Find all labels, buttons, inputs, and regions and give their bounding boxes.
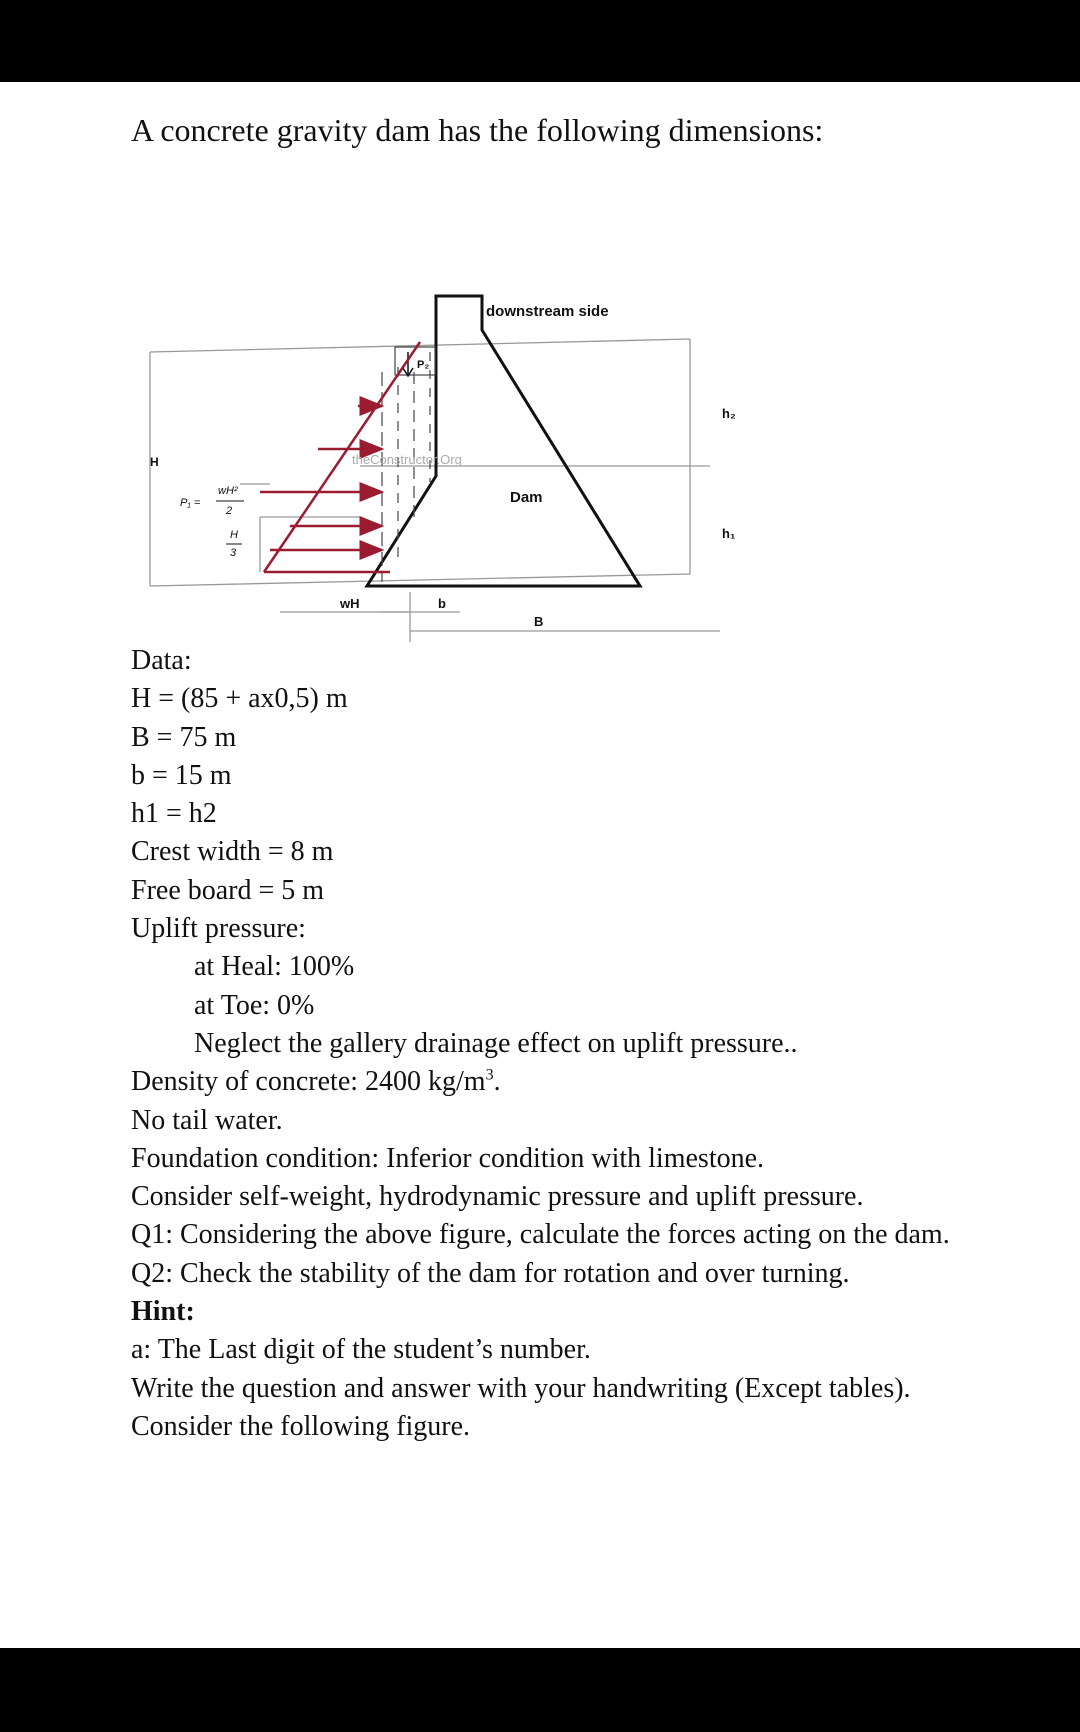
- document-page: [0, 82, 1080, 1648]
- data-crest: Crest width = 8 m: [131, 836, 334, 868]
- dam-label: Dam: [510, 489, 543, 506]
- hint-a: a: The Last digit of the student’s number.: [131, 1334, 591, 1366]
- data-tail: No tail water.: [131, 1104, 283, 1136]
- data-toe: at Toe: 0%: [194, 989, 315, 1021]
- hint-write: Write the question and answer with your handwriting (Except tables).: [131, 1372, 911, 1404]
- svg-text:wH²: wH²: [218, 485, 238, 497]
- data-freeboard: Free board = 5 m: [131, 874, 325, 906]
- data-h: H = (85 + ax0,5) m: [131, 683, 348, 715]
- svg-text:P₁ =: P₁ =: [180, 497, 201, 509]
- downstream-label: downstream side: [486, 303, 609, 320]
- data-h1-h2: h1 = h2: [131, 798, 217, 830]
- question-2: Q2: Check the stability of the dam for rotation and over turning.: [131, 1257, 850, 1289]
- data-neglect: Neglect the gallery drainage effect on uplift pressure..: [194, 1027, 798, 1059]
- data-heading: Data:: [131, 645, 192, 676]
- svg-text:2: 2: [226, 505, 233, 517]
- svg-text:H: H: [230, 529, 238, 541]
- dam-outline: [367, 296, 640, 586]
- pressure-arrows: [260, 406, 382, 550]
- dam-figure: [120, 192, 760, 629]
- svg-text:3: 3: [230, 547, 237, 559]
- data-foundation: Foundation condition: Inferior condition with limestone.: [131, 1142, 765, 1174]
- b-big-label: B: [534, 614, 544, 629]
- data-uplift: Uplift pressure:: [131, 913, 306, 945]
- b-small-label: b: [438, 596, 446, 611]
- data-heal: at Heal: 100%: [194, 951, 355, 983]
- data-b-small: b = 15 m: [131, 759, 232, 791]
- watermark: theConstructor.Org: [352, 452, 462, 467]
- p2-label: P₂: [417, 359, 430, 371]
- h1-label: h₁: [722, 526, 736, 541]
- data-b-big: B = 75 m: [131, 721, 237, 753]
- problem-body: [131, 642, 961, 1446]
- hint-heading: Hint:: [131, 1296, 195, 1328]
- data-density: Density of concrete: 2400 $kg/m^3$.: [131, 1066, 501, 1098]
- h-label: H: [150, 455, 159, 469]
- problem-title: A concrete gravity dam has the following dimensions:: [131, 112, 824, 148]
- figure-note: Consider the following figure.: [131, 1410, 471, 1442]
- dam-diagram: [120, 192, 760, 629]
- h2-label: h₂: [722, 406, 736, 421]
- p1-formula: [180, 485, 244, 559]
- data-consider: Consider self-weight, hydrodynamic pressure and uplift pressure.: [131, 1181, 864, 1213]
- wh-label: wH: [340, 596, 360, 611]
- question-1: Q1: Considering the above figure, calculate the forces acting on the dam.: [131, 1219, 950, 1251]
